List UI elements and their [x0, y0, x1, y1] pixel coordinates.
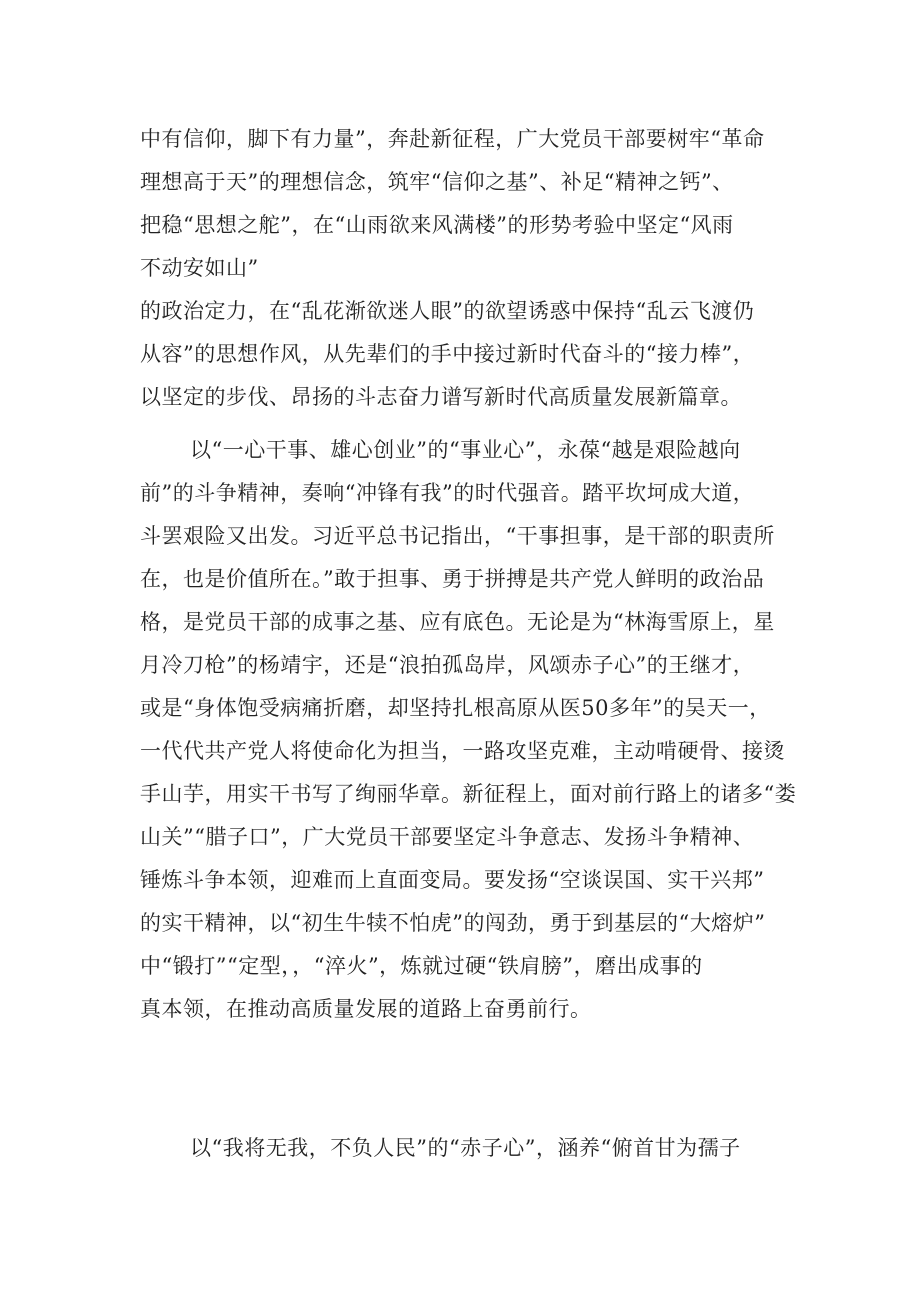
- text-line: 以“一心干事、雄心创业”的“事业心”，永葆“越是艰险越向: [190, 438, 741, 462]
- paragraph-2: [140, 429, 797, 1117]
- text-line: 从容”的思想作风，从先辈们的手中接过新时代奋斗的“接力棒”，: [140, 342, 755, 366]
- text-line: 格，是党员干部的成事之基、应有底色。无论是为“林海雪原上，星: [140, 610, 775, 634]
- text-line: 理想高于天”的理想信念，筑牢“信仰之基”、补足“精神之钙”、: [140, 170, 734, 194]
- text-line: 锤炼斗争本领，迎难而上直面变局。要发扬“空谈误国、实干兴邦”: [140, 868, 765, 892]
- paragraph-gap: [140, 1117, 790, 1127]
- paragraph-1: [140, 118, 790, 419]
- paragraph-gap: [140, 419, 790, 429]
- text-line: 月冷刀枪”的杨靖宇，还是“浪拍孤岛岸，风颂赤子心”的王继才，: [140, 653, 755, 677]
- text-line: 以“我将无我，不负人民”的“赤子心”，涵养“俯首甘为孺子: [190, 1136, 741, 1160]
- paragraph-3: [140, 1127, 790, 1170]
- text-line: 的政治定力，在“乱花渐欲迷人眼”的欲望诱惑中保持“乱云飞渡仍: [140, 299, 755, 323]
- text-line: 手山芋，用实干书写了绚丽华章。新征程上，面对前行路上的诸多“娄: [140, 782, 797, 806]
- text-line: 把稳“思想之舵”，在“山雨欲来风满楼”的形势考验中坚定“风雨: [140, 213, 734, 237]
- text-line: 或是“身体饱受病痛折磨，却坚持扎根高原从医50多年”的吴天一，: [140, 696, 771, 720]
- text-line: 不动安如山”: [140, 256, 259, 280]
- text-line: 一代代共产党人将使命化为担当，一路攻坚克难，主动啃硬骨、接烫: [140, 739, 785, 763]
- text-line: 中“锻打”“定型，，“淬火”，炼就过硬“铁肩膀”，磨出成事的: [140, 954, 703, 978]
- text-line: 山关”“腊子口”，广大党员干部要坚定斗争意志、发扬斗争精神、: [140, 825, 755, 849]
- document-body: [140, 118, 797, 1170]
- text-line: 前”的斗争精神，奏响“冲锋有我”的时代强音。踏平坎坷成大道，: [140, 481, 755, 505]
- text-line: 真本领，在推动高质量发展的道路上奋勇前行。: [140, 997, 592, 1021]
- text-line: 在，也是价值所在。”敢于担事、勇于拼搏是共产党人鲜明的政治品: [140, 567, 765, 591]
- text-line: 中有信仰，脚下有力量”，奔赴新征程，广大党员干部要树牢“革命: [140, 127, 765, 151]
- text-line: 的实干精神，以“初生牛犊不怕虎”的闯劲，勇于到基层的“大熔炉”: [140, 911, 766, 935]
- text-line: 斗罢艰险又出发。习近平总书记指出，“干事担事，是干部的职责所: [140, 524, 775, 548]
- text-line: [140, 1031, 790, 1074]
- text-line: [140, 1074, 790, 1117]
- text-line: 以坚定的步伐、昂扬的斗志奋力谱写新时代高质量发展新篇章。: [140, 385, 742, 409]
